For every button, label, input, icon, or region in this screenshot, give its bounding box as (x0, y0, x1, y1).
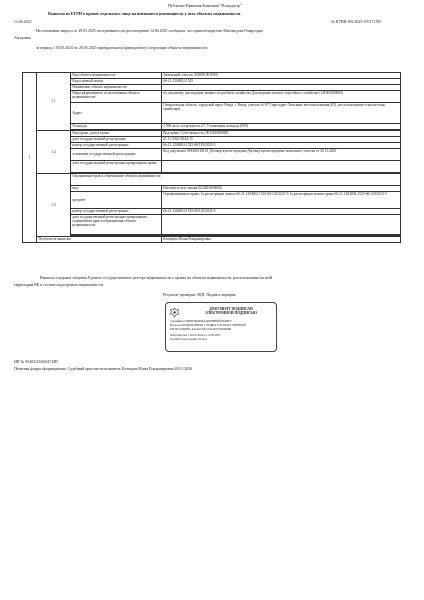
stamp-line-2: Владелец ФЕДЕРАЛЬНАЯ СЛУЖБА ГОСУДАРСТВЕННОЙ (170, 323, 246, 327)
use-label: Виды разрешенного использования объекта недвижимости: (70, 91, 161, 103)
rnum-label: номер государственной регистрации: (70, 209, 161, 215)
org-name: Публично-Правовая Компания "Роскадастр" (168, 4, 242, 8)
rdate-value (161, 215, 400, 235)
intro-line-3: за период с 30.05.2025 по 29.05.2025 принадлежали (принадлежат) следующие объекты недвижимости: (36, 46, 208, 50)
footer-note-2: территории РФ в составе кадастровых недвижимости. (14, 283, 104, 287)
right-label: Вид права, доля в праве: (70, 131, 161, 137)
kad-label: Кадастровый номер: (70, 79, 161, 85)
area-label: Площадь: (70, 124, 161, 130)
area-value: 1 500 кв.м, погрешность 27, Уточненная площадь (009) (161, 124, 400, 130)
address-label: Адрес: (70, 103, 161, 124)
document-date: 14.06.2025 (14, 20, 32, 24)
vid-value: Земельный участок (002001001000) (161, 73, 400, 79)
kad-value: 66:21:1204002:1525 (161, 79, 400, 85)
section-1-3-index: 1.3 (36, 174, 70, 237)
kind-value: Ипотека в силу закона (022003000000) (161, 186, 400, 192)
esign-stamp (165, 302, 277, 352)
restrictions-label: Ограничение прав и обременение объекта недвижимости: (70, 174, 400, 186)
subject-label: предмет: (70, 192, 161, 209)
right-value: Вид права: Собственность (001001000000) (161, 131, 400, 137)
enddate-label: дата государственной регистрации прекращения права: (70, 161, 161, 173)
intro-line-1: На основании запроса от 29.05.2025 поступившего на рассмотрение 14.06.2025 сообщаем, что правообладателю Магомедова Омаргадам (36, 29, 263, 33)
stamp-title: ДОКУМЕНТ ПОДПИСАН ЭЛЕКТРОННОЙ ПОДПИСЬЮ (205, 307, 257, 315)
intro-line-2: Амэдовна: (14, 36, 32, 40)
use-value: по документу для ведения личного подсобного хозяйства Для ведения личного подсобного хозяйства (141003000000) (161, 91, 400, 103)
recipient-label: Получатель выписки: (36, 237, 161, 243)
basis-value: Код документа 558401010101 Договор купли-продажи Договор купли-продажи земельного участка от 20.11.2023 (161, 149, 400, 161)
section-1-2-index: 1.2 (36, 131, 70, 174)
stamp-line-3: РЕГИСТРАЦИИ, КАДАСТРА И КАРТОГРАФИИ (170, 327, 232, 331)
subject-value: Ограничиваемые права: № регистрации записи 66:21:1204002:1525-66/129/2023-5 № регистрации записи права 66:21:1204002:1525-66/129/2023-5 (161, 192, 400, 209)
document-title: Выписка из ЕГРН о правах отдельного лица на имевшиеся (имеющиеся) у него объекты недвижимости (48, 11, 241, 16)
row-index: 1 (23, 73, 37, 243)
stamp-line-1: Сертификат ИДЕНТИФИКАЦИОННЫЙ НОМЕР (170, 319, 232, 323)
address-value: Свердловская область, городской округ Ревда, г. Ревда, участок № 8/7 (при адрес Описание местоположения (02), местоположение относительно ориентира) (161, 103, 400, 124)
regnum-value: 66:21:1204002:1525-66/129/2023-5 (161, 143, 400, 149)
regdate-value: 21.11.2023 08:42:15 (161, 137, 400, 143)
purpose-label: Назначение объекта недвижимости: (70, 85, 161, 91)
vid-label: Вид объекта недвижимости: (70, 73, 161, 79)
regdate-label: дата государственной регистрации: (70, 137, 161, 143)
emblem-icon (169, 307, 180, 318)
kind-label: вид: (70, 186, 161, 192)
section-1-1-index: 1.1 (36, 73, 70, 131)
enforcement-number: ИП № 95403/25/66047-ИП (14, 360, 58, 364)
basis-label: основание государственной регистрации: (70, 149, 161, 161)
rnum-value: 66:21:1204002:1525-66/129/2023-6 (161, 209, 400, 215)
esign-result: Результат проверки ЭЦП: Подпись верифна (163, 293, 236, 297)
rights-table (22, 72, 401, 243)
recipient-value: Клевцова Юлия Владимировна (161, 237, 400, 243)
enddate-value (161, 161, 400, 173)
footer-note-1: Выписка содержит сведения Единого государственного реестра недвижимости о правах на объекты недвижимости, расположенные на всей (40, 276, 273, 280)
document-number: № КУВИ-002/2025-470171785 (331, 20, 382, 24)
stamp-line-4: Действителен с 20.03.2024 по 13.06.2025 (170, 333, 221, 337)
stamp-line-5: Подпись Кадастровых Отдела (170, 337, 208, 341)
printed-by: Печатная форма сформирована: Судебный пристав-исполнитель Клевцова Юлия Владимировна 28.01.2026 (14, 367, 193, 371)
rdate-label: дата государственной регистрации прекращения ограничения прав и обременения объекта недвижимости: (70, 215, 161, 235)
regnum-label: номер государственной регистрации: (70, 143, 161, 149)
